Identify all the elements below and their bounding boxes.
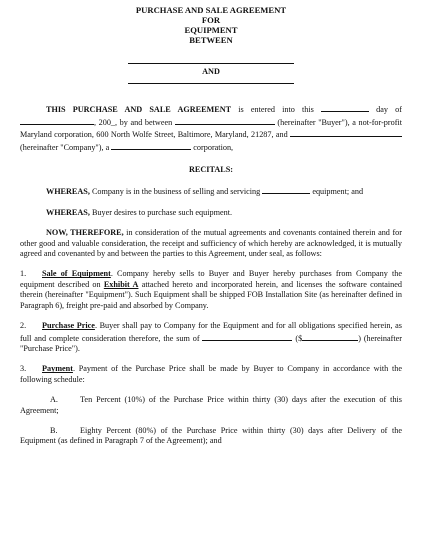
document-title — [20, 0, 402, 45]
intro-paragraph — [20, 103, 402, 153]
whereas-2-text: Buyer desires to purchase such equipment. — [89, 207, 233, 217]
section-2-text-1: . Buyer shall pay to Company for the Equipment and for all obligations specified herein, as full and complete consideration therefore, the sum of — [20, 321, 402, 343]
therefore-lead: NOW, THEREFORE, — [46, 228, 124, 238]
section-3-number: 3. — [20, 364, 27, 374]
section-2-text-2: ($ — [292, 333, 303, 343]
price-amount-blank — [302, 332, 358, 341]
price-words-blank — [202, 332, 292, 341]
schedule-item-b — [20, 426, 402, 447]
whereas-1-text: Company is in the business of selling and servicing — [89, 187, 263, 197]
title-line-4: BETWEEN — [189, 35, 233, 45]
section-1-heading: Sale of Equipment — [42, 269, 111, 279]
section-1-paragraph — [20, 269, 402, 311]
buyer-name-blank — [175, 116, 275, 125]
intro-text-2: day of — [369, 105, 402, 115]
title-line-1: PURCHASE AND SALE AGREEMENT — [135, 5, 287, 15]
schedule-item-a — [20, 395, 402, 416]
section-3-text-1: . Payment of the Purchase Price shall be made by Buyer to Company in accordance with the following schedule: — [20, 364, 402, 384]
whereas-1-lead: WHEREAS, — [46, 187, 90, 197]
intro-text-3: , 200_, by and between — [94, 117, 175, 127]
title-line-3: EQUIPMENT — [184, 25, 238, 35]
recitals-heading: RECITALS: — [189, 165, 233, 175]
item-b-label: B. — [50, 425, 58, 435]
section-1-text-1: . Company hereby sells to Buyer and Buyer hereby purchases from Company the equipment described on — [20, 269, 402, 289]
section-2-text-3: ) (hereinafter "Purchase Price"). — [20, 333, 402, 353]
party-one-blank-line — [128, 63, 294, 64]
item-b-text: Eighty Percent (80%) of the Purchase Price within thirty (30) days after Delivery of the Equipment (as defined in Paragraph 7 of the Agreement); and — [20, 425, 402, 446]
section-2-paragraph — [20, 321, 402, 354]
title-line-2: FOR — [201, 15, 221, 25]
therefore-text: in consideration of the mutual agreements and covenants contained therein and for other good and valuable consideration, the receipt and sufficiency of which hereby are acknowledged, it is mutually agreed and covenanted by and between the parties to this Agreement, under seal, as follows: — [20, 228, 402, 259]
title-and: AND — [202, 67, 220, 76]
intro-text-4: (hereinafter "Buyer"), a not-for-profit Maryland corporation, 600 North Wolfe Street, Baltimore, Maryland, 21287, and — [20, 117, 402, 140]
section-2-number: 2. — [20, 321, 27, 331]
state-blank — [111, 141, 191, 150]
intro-text-1: is entered into this — [231, 105, 322, 115]
company-name-blank — [290, 128, 402, 137]
intro-text-5: (hereinafter "Company"), a — [20, 142, 112, 152]
equipment-type-blank — [262, 185, 310, 194]
intro-text-6: corporation, — [191, 142, 234, 152]
month-blank — [20, 116, 94, 125]
therefore-paragraph — [20, 228, 402, 259]
whereas-paragraph-2 — [20, 208, 402, 218]
whereas-paragraph-1 — [20, 185, 402, 197]
section-3-paragraph — [20, 364, 402, 385]
whereas-2-lead: WHEREAS, — [46, 207, 90, 217]
section-3-heading: Payment — [42, 364, 73, 374]
section-1-number: 1. — [20, 269, 27, 279]
intro-lead: THIS PURCHASE AND SALE AGREEMENT — [46, 105, 232, 115]
day-blank — [321, 103, 369, 112]
section-1-text-2: attached hereto and incorporated herein, and licenses the software contained therein (hereinafter "Equipment"). Such Equipment shall be shipped FOB Installation Site (as hereinafter defined in Paragraph 6), freight pre-paid and absorbed by Company. — [20, 279, 402, 310]
whereas-1-tail: equipment; and — [310, 187, 364, 197]
item-a-label: A. — [50, 395, 58, 405]
section-2-heading: Purchase Price — [42, 321, 95, 331]
exhibit-a-reference: Exhibit A — [103, 279, 139, 289]
item-a-text: Ten Percent (10%) of the Purchase Price within thirty (30) days after the execution of this Agreement; — [20, 395, 402, 415]
